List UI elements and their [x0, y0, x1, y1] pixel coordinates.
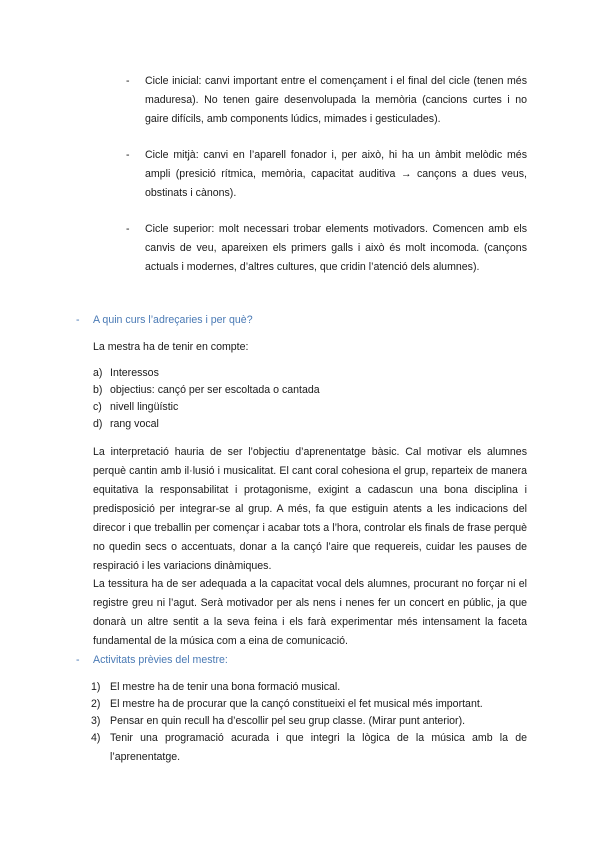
section-heading-activitats: Activitats prèvies del mestre:: [93, 654, 228, 666]
list-marker: c): [93, 401, 102, 413]
list-item-interessos: Interessos: [110, 367, 159, 379]
list-marker: 2): [91, 698, 101, 710]
list-item-recull: Pensar en quin recull ha d’escollir pel seu grup classe. (Mirar punt anterior).: [110, 715, 466, 727]
section-heading-curs: A quin curs l’adreçaries i per què?: [93, 314, 253, 326]
list-item-programacio: Tenir una programació acurada i que integri la lògica de la música amb la de l’aprenentatge.: [110, 732, 527, 763]
list-marker: b): [93, 384, 103, 396]
paragraph-tessitura: La tessitura ha de ser adequada a la capacitat vocal dels alumnes, procurant no forçar ni el registre greu ni l’agut. Serà motivador per als nens i nenes fer un concert en públic, ja que donarà un altre sentit a la seva feina i els farà experimentar més intensament la faceta fundamental de la música com a eina de comunicació.: [93, 578, 527, 647]
bullet-cicle-inicial: Cicle inicial: canvi important entre el començament i el final del cicle (tenen més maduresa). No tenen gaire desenvolupada la memòria (cancions curtes i no gaire difícils, amb components lúdics, mimades i gesticulades).: [145, 75, 527, 125]
list-item-procurar: El mestre ha de procurar que la cançó constitueixi el fet musical més important.: [110, 698, 483, 710]
list-marker: d): [93, 418, 103, 430]
section-marker: -: [76, 654, 80, 666]
bullet-marker: -: [126, 149, 130, 161]
list-item-rang: rang vocal: [110, 418, 159, 430]
section-marker: -: [76, 314, 80, 326]
list-marker: 3): [91, 715, 101, 727]
bullet-marker: -: [126, 75, 130, 87]
list-item-objectius: objectius: cançó per ser escoltada o cantada: [110, 384, 320, 396]
list-item-formacio: El mestre ha de tenir una bona formació musical.: [110, 681, 341, 693]
bullet-cicle-superior: Cicle superior: molt necessari trobar elements motivadors. Comencen amb els canvis de veu, apareixen els primers galls i això és molt incomoda. (cançons actuals i modernes, d’altres cultures, que cridin l’atenció dels alumnes).: [145, 223, 527, 273]
list-marker: 4): [91, 732, 101, 744]
section-intro: La mestra ha de tenir en compte:: [93, 341, 249, 353]
list-marker: 1): [91, 681, 101, 693]
list-item-nivell: nivell lingüístic: [110, 401, 179, 413]
bullet-cicle-mitja: Cicle mitjà: canvi en l’aparell fonador i, per això, hi ha un àmbit melòdic més ampli (presició rítmica, memòria, capacitat auditiva → cançons a dues veus, obstinats i cànons).: [145, 149, 527, 199]
paragraph-interpretacio: La interpretació hauria de ser l’objectiu d’aprenentatge bàsic. Cal motivar els alumnes perquè cantin amb il·lusió i musicalitat. El cant coral cohesiona el grup, reparteix de manera equitativa la responsabilitat i protagonisme, exigint a cadascun una bona disciplina i predisposició per integrar-se al grup. A més, fa que estiguin atents a les indicacions del direcor i que treballin per començar i acabar tots a l’hora, controlar els finals de frase perquè no quedin secs o accentuats, donar a la cançó l’aire que requereis, cuidar les pauses de respiració i les variacions dinàmiques.: [93, 446, 527, 572]
list-marker: a): [93, 367, 103, 379]
bullet-marker: -: [126, 223, 130, 235]
